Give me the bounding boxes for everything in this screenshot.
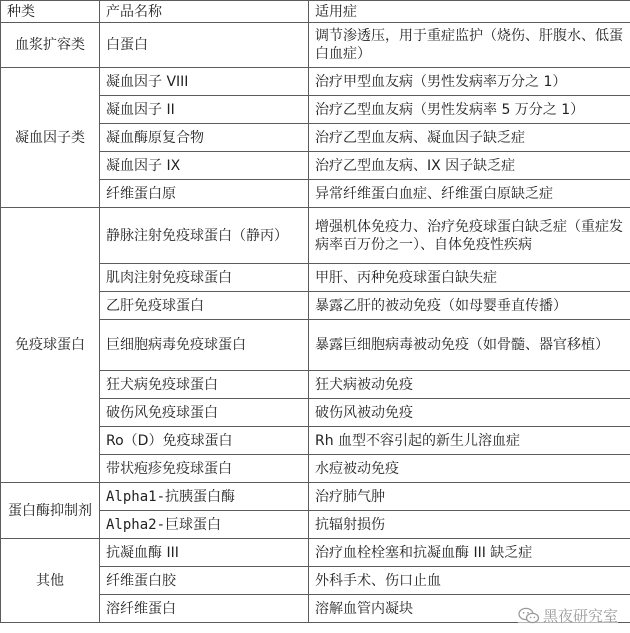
- indication-cell: 抗辐射损伤: [309, 511, 630, 539]
- header-category: 种类: [1, 1, 100, 23]
- table-row: [1, 23, 630, 68]
- category-cell: 血浆扩容类: [1, 23, 100, 68]
- category-cell: 蛋白酶抑制剂: [1, 483, 100, 539]
- indication-cell: 治疗乙型血友病、凝血因子缺乏症: [309, 124, 630, 152]
- product-cell: 巨细胞病毒免疫球蛋白: [100, 320, 309, 371]
- product-cell: 肌肉注射免疫球蛋白: [100, 264, 309, 292]
- product-cell: 凝血因子 II: [100, 96, 309, 124]
- indication-cell: 增强机体免疫力、治疗免疫球蛋白缺乏症（重症发病率百万份之一）、自体免疫性疾病: [309, 208, 630, 264]
- indication-cell: 狂犬病被动免疫: [309, 371, 630, 399]
- indication-cell: 治疗甲型血友病（男性发病率万分之 1）: [309, 68, 630, 96]
- product-cell: 凝血酶原复合物: [100, 124, 309, 152]
- product-cell: Ro（D）免疫球蛋白: [100, 427, 309, 455]
- indication-cell: 水痘被动免疫: [309, 455, 630, 483]
- indication-cell: 暴露乙肝的被动免疫（如母婴垂直传播）: [309, 292, 630, 320]
- indication-cell: 外科手术、伤口止血: [309, 567, 630, 595]
- product-cell: 破伤风免疫球蛋白: [100, 399, 309, 427]
- category-cell: 免疫球蛋白: [1, 208, 100, 483]
- watermark: [518, 605, 618, 626]
- indication-cell: 治疗乙型血友病、IX 因子缺乏症: [309, 152, 630, 180]
- table-row: [1, 539, 630, 567]
- watermark-text: 黑夜研究室: [542, 607, 618, 625]
- product-cell: 溶纤维蛋白: [100, 595, 309, 623]
- indication-cell: 异常纤维蛋白血症、纤维蛋白原缺乏症: [309, 180, 630, 208]
- indication-cell: 治疗血栓栓塞和抗凝血酶 III 缺乏症: [309, 539, 630, 567]
- indication-cell: 甲肝、丙种免疫球蛋白缺失症: [309, 264, 630, 292]
- product-cell: 带状疱疹免疫球蛋白: [100, 455, 309, 483]
- table-row: [1, 483, 630, 511]
- header-row: [1, 1, 630, 23]
- indication-cell: 调节渗透压，用于重症监护（烧伤、肝腹水、低蛋白血症）: [309, 23, 630, 68]
- category-cell: 凝血因子类: [1, 68, 100, 208]
- product-cell: 乙肝免疫球蛋白: [100, 292, 309, 320]
- product-cell: Alpha1-抗胰蛋白酶: [100, 483, 309, 511]
- indication-cell: 溶解血管内凝块: [309, 595, 630, 623]
- indication-cell: 治疗肺气肿: [309, 483, 630, 511]
- product-cell: 凝血因子 IX: [100, 152, 309, 180]
- table-row: [1, 208, 630, 264]
- category-cell: 其他: [1, 539, 100, 623]
- product-cell: Alpha2-巨球蛋白: [100, 511, 309, 539]
- indication-cell: 破伤风被动免疫: [309, 399, 630, 427]
- header-indication: 适用症: [309, 1, 630, 23]
- product-cell: 狂犬病免疫球蛋白: [100, 371, 309, 399]
- indication-cell: Rh 血型不容引起的新生儿溶血症: [309, 427, 630, 455]
- product-cell: 凝血因子 VIII: [100, 68, 309, 96]
- product-cell: 静脉注射免疫球蛋白（静丙）: [100, 208, 309, 264]
- indication-cell: 暴露巨细胞病毒被动免疫（如骨髓、器官移植）: [309, 320, 630, 371]
- product-cell: 白蛋白: [100, 23, 309, 68]
- indication-cell: 治疗乙型血友病（男性发病率 5 万分之 1）: [309, 96, 630, 124]
- product-cell: 纤维蛋白胶: [100, 567, 309, 595]
- header-product: 产品名称: [100, 1, 309, 23]
- wechat-icon: [518, 607, 540, 625]
- product-cell: 抗凝血酶 III: [100, 539, 309, 567]
- table-row: [1, 68, 630, 96]
- product-cell: 纤维蛋白原: [100, 180, 309, 208]
